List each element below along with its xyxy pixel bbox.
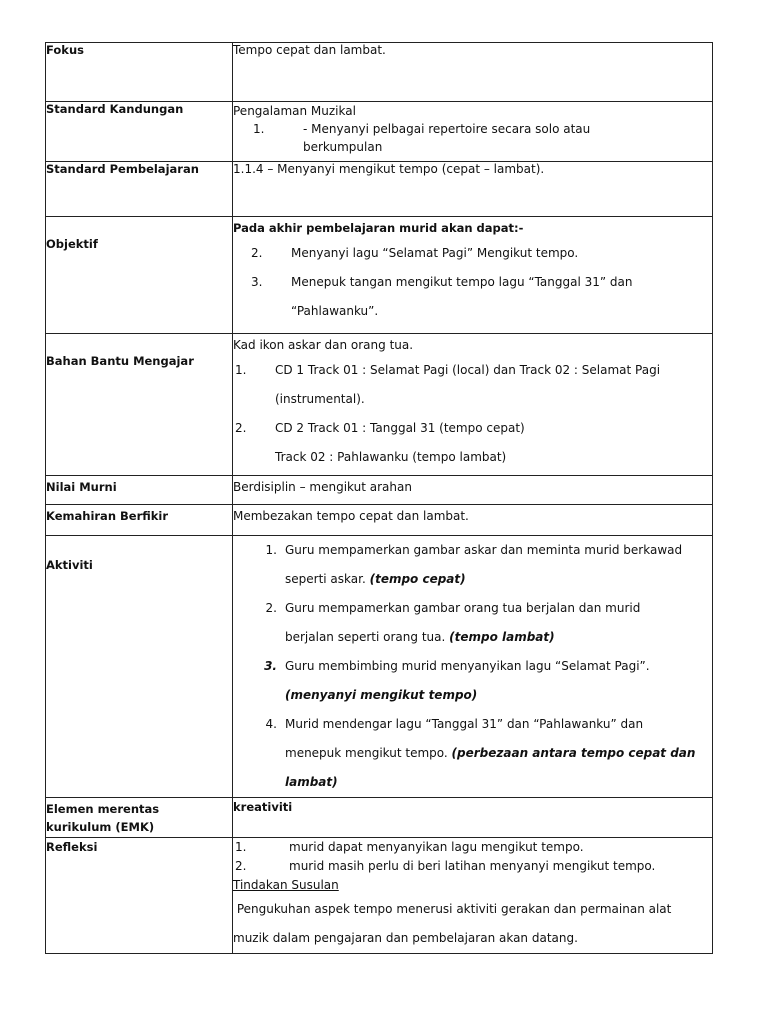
- value-bahan-bantu: [233, 334, 713, 476]
- aktiviti-item-1-line-2-text: seperti askar.: [285, 572, 370, 586]
- label-standard-pembelajaran: [46, 162, 233, 217]
- row-nilai-murni: [46, 476, 713, 505]
- objektif-item-3-line-2: “Pahlawanku”.: [291, 304, 379, 318]
- label-refleksi: [46, 838, 233, 954]
- row-emk: [46, 798, 713, 838]
- refleksi-item-2: [233, 857, 712, 876]
- row-fokus: [46, 43, 713, 102]
- bahan-item-1-line-1: CD 1 Track 01 : Selamat Pagi (local) dan Track 02 : Selamat Pagi: [275, 363, 661, 377]
- aktiviti-item-2: [233, 594, 712, 652]
- value-emk-text: kreativiti: [233, 800, 293, 814]
- aktiviti-item-4-emphasis-cont: lambat): [285, 775, 338, 789]
- refleksi-followup-title: Tindakan Susulan: [233, 878, 339, 892]
- refleksi-item-1: [233, 838, 712, 857]
- refleksi-item-2-num: 2.: [235, 859, 247, 873]
- bahan-item-1: [233, 356, 712, 414]
- aktiviti-item-4-num: 4.: [265, 717, 277, 731]
- bahan-item-2-line-2: Track 02 : Pahlawanku (tempo lambat): [275, 450, 507, 464]
- label-refleksi-text: Refleksi: [46, 840, 98, 854]
- refleksi-followup-line-2: muzik dalam pengajaran dan pembelajaran akan datang.: [233, 931, 578, 945]
- label-objektif-text: Objektif: [46, 237, 98, 251]
- label-bahan-bantu: [46, 334, 233, 476]
- sk-item-text: [303, 120, 590, 156]
- label-aktiviti-text: Aktiviti: [46, 558, 93, 572]
- refleksi-item-2-text: murid masih perlu di beri latihan menyanyi mengikut tempo.: [289, 859, 656, 873]
- aktiviti-item-4-line-1: Murid mendengar lagu “Tanggal 31” dan “Pahlawanku” dan: [285, 717, 644, 731]
- objektif-item-2: [233, 239, 712, 268]
- bahan-intro: Kad ikon askar dan orang tua.: [233, 338, 414, 352]
- objektif-item-3-text: [291, 268, 633, 326]
- value-kemahiran: [233, 505, 713, 536]
- row-standard-kandungan: [46, 102, 713, 162]
- aktiviti-item-4-emphasis: (perbezaan antara tempo cepat dan: [451, 746, 696, 760]
- value-refleksi: [233, 838, 713, 954]
- aktiviti-item-1-text: [285, 536, 682, 594]
- label-standard-pembelajaran-text: Standard Pembelajaran: [46, 162, 199, 176]
- label-kemahiran: [46, 505, 233, 536]
- aktiviti-item-1-emphasis: (tempo cepat): [369, 572, 466, 586]
- aktiviti-item-1-line-1: Guru mempamerkan gambar askar dan meminta murid berkawad: [285, 543, 683, 557]
- refleksi-followup-line-1: Pengukuhan aspek tempo menerusi aktiviti gerakan dan permainan alat: [233, 902, 672, 916]
- objektif-item-2-text: Menyanyi lagu “Selamat Pagi” Mengikut tempo.: [291, 246, 579, 260]
- label-standard-kandungan: [46, 102, 233, 162]
- label-fokus: [46, 43, 233, 102]
- aktiviti-item-1: [233, 536, 712, 594]
- sk-heading: Pengalaman Muzikal: [233, 104, 356, 118]
- aktiviti-item-3-num: 3.: [264, 659, 277, 673]
- label-aktiviti: [46, 536, 233, 798]
- aktiviti-item-4-line-2: [285, 739, 695, 768]
- aktiviti-item-3-line-1: Guru membimbing murid menyanyikan lagu “Selamat Pagi”.: [285, 659, 650, 673]
- bahan-item-1-text: [275, 356, 660, 414]
- value-kemahiran-text: Membezakan tempo cepat dan lambat.: [233, 509, 469, 523]
- value-nilai-murni-text: Berdisiplin – mengikut arahan: [233, 480, 412, 494]
- aktiviti-item-2-text: [285, 594, 640, 652]
- bahan-item-2: [233, 414, 712, 472]
- aktiviti-item-2-num: 2.: [265, 601, 277, 615]
- label-objektif: [46, 217, 233, 334]
- aktiviti-item-2-emphasis: (tempo lambat): [449, 630, 555, 644]
- lesson-plan-table: [45, 42, 713, 954]
- value-fokus-text: Tempo cepat dan lambat.: [233, 43, 386, 57]
- aktiviti-item-2-line-2: [285, 623, 640, 652]
- sk-item-num: 1.: [253, 122, 265, 136]
- value-fokus: [233, 43, 713, 102]
- value-standard-pembelajaran-text: 1.1.4 – Menyanyi mengikut tempo (cepat – lambat).: [233, 162, 545, 176]
- objektif-item-3-num: 3.: [251, 275, 263, 289]
- value-aktiviti: [233, 536, 713, 798]
- aktiviti-item-3-emphasis: (menyanyi mengikut tempo): [285, 688, 478, 702]
- aktiviti-item-4-line-2-text: menepuk mengikut tempo.: [285, 746, 452, 760]
- objektif-heading: Pada akhir pembelajaran murid akan dapat:-: [233, 221, 524, 235]
- row-kemahiran: [46, 505, 713, 536]
- value-standard-pembelajaran: [233, 162, 713, 217]
- bahan-item-2-num: 2.: [235, 421, 247, 435]
- objektif-item-2-num: 2.: [251, 246, 263, 260]
- refleksi-item-1-num: 1.: [235, 840, 247, 854]
- aktiviti-item-4-text: [285, 710, 695, 797]
- bahan-item-1-line-2: (instrumental).: [275, 392, 365, 406]
- label-bahan-bantu-text: Bahan Bantu Mengajar: [46, 354, 194, 368]
- label-fokus-text: Fokus: [46, 43, 84, 57]
- label-standard-kandungan-text: Standard Kandungan: [46, 102, 184, 116]
- label-nilai-murni: [46, 476, 233, 505]
- row-objektif: [46, 217, 713, 334]
- row-refleksi: [46, 838, 713, 954]
- sk-item-line-1: - Menyanyi pelbagai repertoire secara solo atau: [303, 122, 591, 136]
- aktiviti-item-3: [233, 652, 712, 710]
- aktiviti-item-4: [233, 710, 712, 797]
- value-nilai-murni: [233, 476, 713, 505]
- value-emk: [233, 798, 713, 838]
- row-bahan-bantu: [46, 334, 713, 476]
- aktiviti-item-2-line-2-text: berjalan seperti orang tua.: [285, 630, 450, 644]
- objektif-item-3: [233, 268, 712, 326]
- bahan-item-2-line-1: CD 2 Track 01 : Tanggal 31 (tempo cepat): [275, 421, 525, 435]
- row-standard-pembelajaran: [46, 162, 713, 217]
- label-emk: [46, 798, 233, 838]
- value-objektif: [233, 217, 713, 334]
- sk-item: [233, 120, 712, 156]
- label-emk-text: Elemen merentas kurikulum (EMK): [46, 802, 160, 834]
- aktiviti-item-3-text: [285, 652, 650, 710]
- value-standard-kandungan: [233, 102, 713, 162]
- aktiviti-item-1-num: 1.: [265, 543, 277, 557]
- aktiviti-item-2-line-1: Guru mempamerkan gambar orang tua berjalan dan murid: [285, 601, 641, 615]
- refleksi-item-1-text: murid dapat menyanyikan lagu mengikut tempo.: [289, 840, 584, 854]
- aktiviti-item-1-line-2: [285, 565, 682, 594]
- label-kemahiran-text: Kemahiran Berfikir: [46, 509, 169, 523]
- bahan-item-2-text: [275, 414, 525, 472]
- label-nilai-murni-text: Nilai Murni: [46, 480, 117, 494]
- sk-item-line-2: berkumpulan: [303, 140, 383, 154]
- row-aktiviti: [46, 536, 713, 798]
- objektif-item-3-line-1: Menepuk tangan mengikut tempo lagu “Tanggal 31” dan: [291, 275, 633, 289]
- bahan-item-1-num: 1.: [235, 363, 247, 377]
